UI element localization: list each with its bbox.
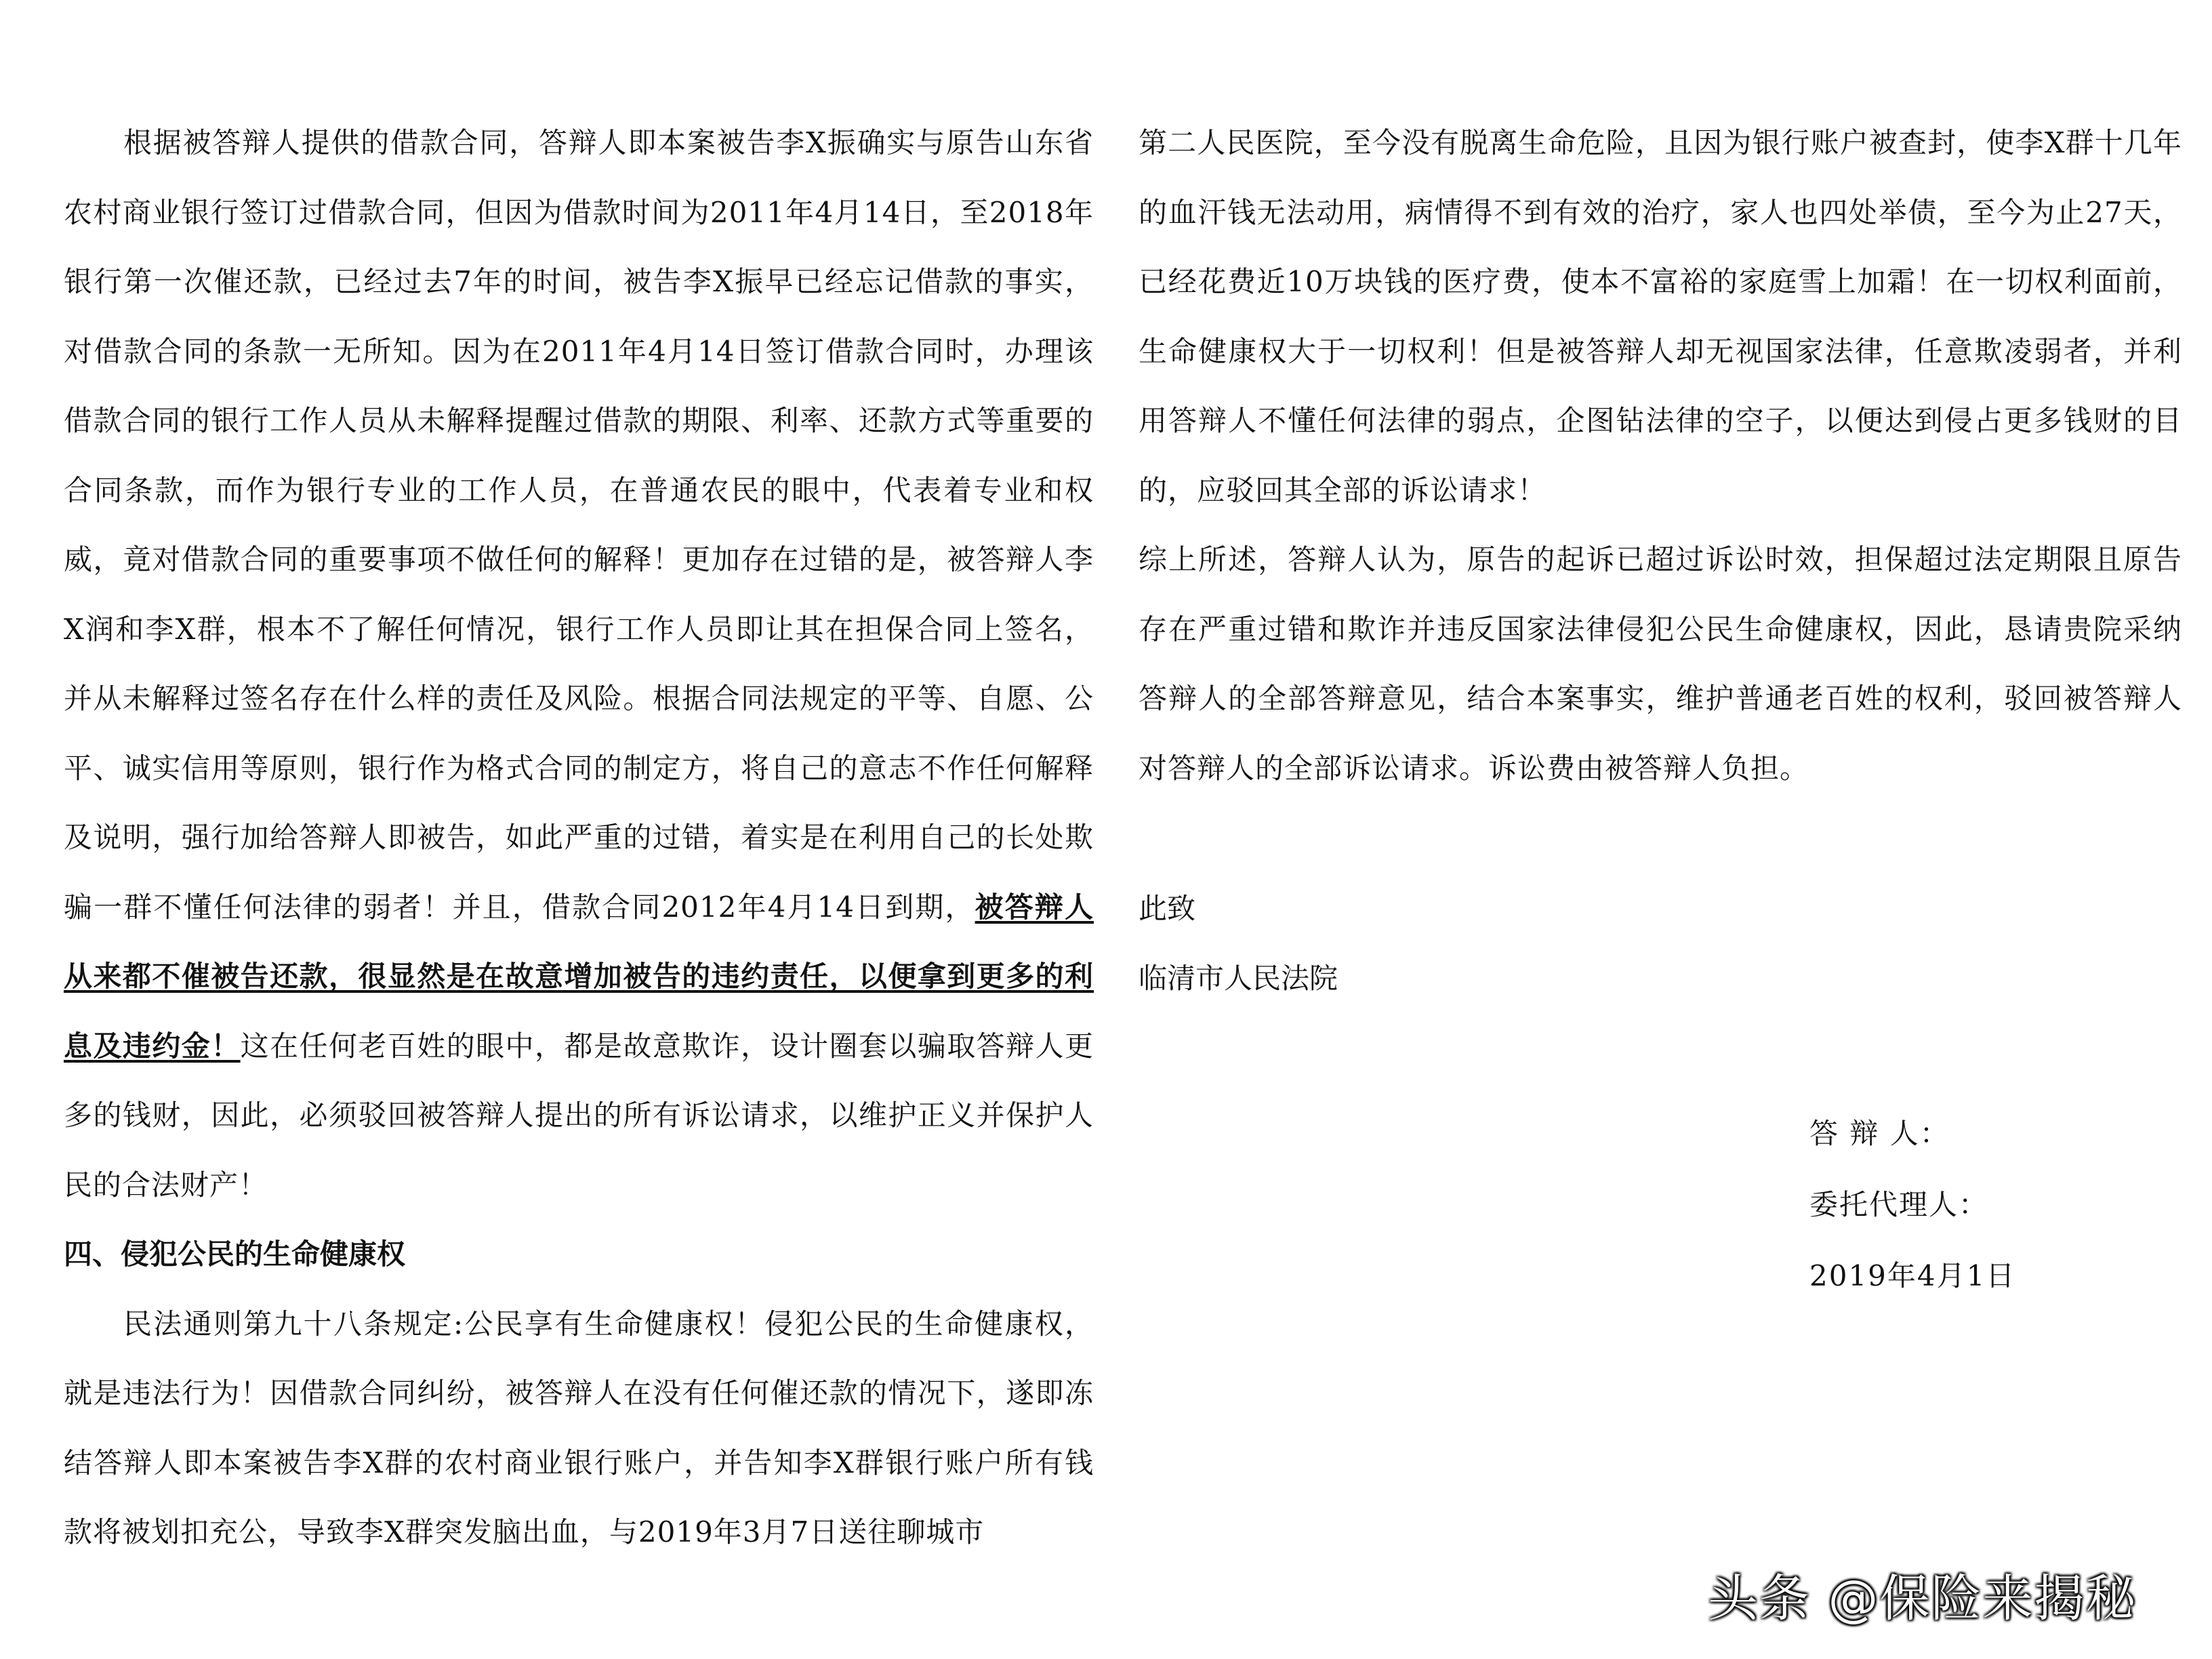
- paragraph-hospital: 第二人民医院，至今没有脱离生命危险，且因为银行账户被查封，使李X群十几年的血汗钱无法动用，病情得不到有效的治疗，家人也四处举债，至今为止27天，已经花费近10万块钱的医疗费，使本不富裕的家庭雪上加霜！在一切权利面前，生命健康权大于一切权利！但是被答辩人却无视国家法律，任意欺凌弱者，并利用答辩人不懂任何法律的弱点，企图钻法律的空子，以便达到侵占更多钱财的目的，应驳回其全部的诉讼请求！: [1139, 126, 2182, 507]
- emphasized-text: 被答辩人从来都不催被告还款，很显然是在故意增加被告的违约责任，以便拿到更多的利息及违约金！: [64, 890, 1094, 1063]
- watermark: 头条 @保险来揭秘: [1708, 1570, 2137, 1628]
- signature-date: 2019年4月1日: [1809, 1259, 2016, 1292]
- signature-block: [1809, 1098, 2015, 1311]
- salutation: 此致: [1139, 892, 1196, 925]
- paragraph-health-right: 民法通则第九十八条规定:公民享有生命健康权！侵犯公民的生命健康权，就是违法行为！因借款合同纠纷，被答辩人在没有任何催还款的情况下，遂即冻结答辩人即本案被告李X群的农村商业银行账户，并告知李X群银行账户所有钱款将被划扣充公，导致李X群突发脑出血，与2019年3月7日送往聊城市: [64, 1307, 1094, 1549]
- section-heading: 四、侵犯公民的生命健康权: [64, 1237, 406, 1271]
- left-column: [64, 108, 1094, 1568]
- right-column: [1139, 108, 2182, 1013]
- respondent-label: 答 辩 人：: [1809, 1117, 1950, 1150]
- paragraph-text-tail: 这在任何老百姓的眼中，都是故意欺诈，设计圈套以骗取答辩人更多的钱财，因此，必须驳回被答辩人提出的所有诉讼请求，以维护正义并保护人民的合法财产！: [64, 1029, 1094, 1202]
- agent-label: 委托代理人：: [1809, 1188, 1989, 1221]
- paragraph-loan-contract: [64, 108, 1094, 1220]
- paragraph-text: 根据被答辩人提供的借款合同，答辩人即本案被告李X振确实与原告山东省农村商业银行签订过借款合同，但因为借款时间为2011年4月14日，至2018年银行第一次催还款，已经过去7年的时间，被告李X振早已经忘记借款的事实，对借款合同的条款一无所知。因为在2011年4月14日签订借款合同时，办理该借款合同的银行工作人员从未解释提醒过借款的期限、利率、还款方式等重要的合同条款，而作为银行专业的工作人员，在普通农民的眼中，代表着专业和权威，竟对借款合同的重要事项不做任何的解释！更加存在过错的是，被答辩人李X润和李X群，根本不了解任何情况，银行工作人员即让其在担保合同上签名，并从未解释过签名存在什么样的责任及风险。根据合同法规定的平等、自愿、公平、诚实信用等原则，银行作为格式合同的制定方，将自己的意志不作任何解释及说明，强行加给答辩人即被告，如此严重的过错，着实是在利用自己的长处欺骗一群不懂任何法律的弱者！并且，借款合同2012年4月14日到期，: [64, 126, 1094, 924]
- paragraph-conclusion: 综上所述，答辩人认为，原告的起诉已超过诉讼时效，担保超过法定期限且原告存在严重过错和欺诈并违反国家法律侵犯公民生命健康权，因此，恳请贵院采纳答辩人的全部答辩意见，结合本案事实，维护普通老百姓的权利，驳回被答辩人对答辩人的全部诉讼请求。诉讼费由被答辩人负担。: [1139, 543, 2182, 785]
- court-name: 临清市人民法院: [1139, 961, 1338, 995]
